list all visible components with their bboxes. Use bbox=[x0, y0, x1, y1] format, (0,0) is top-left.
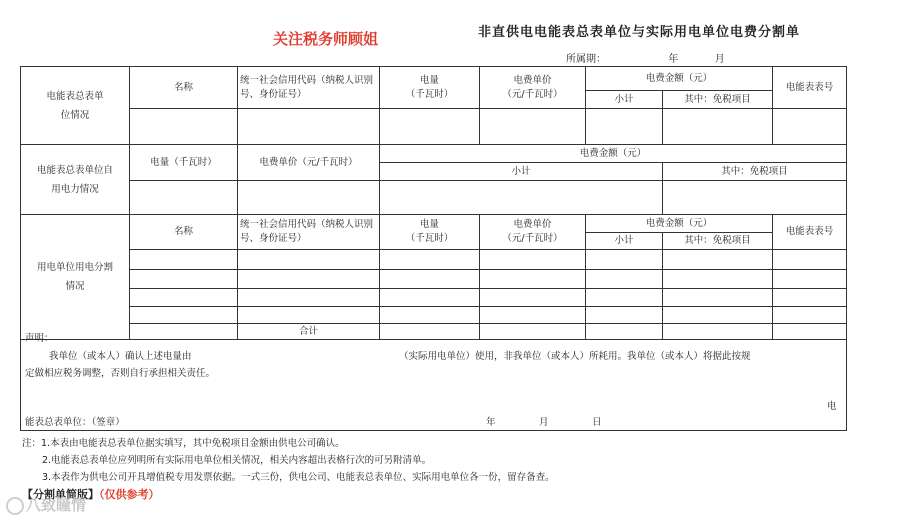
col-price-3: 电费单价 （元/千瓦时） bbox=[480, 215, 586, 250]
table-row bbox=[21, 250, 847, 270]
declaration-line2: 定做相应税务调整，否则自行承担相关责任。 bbox=[25, 368, 216, 379]
sign-day: 日 bbox=[592, 417, 602, 428]
note-1: 注：1.本表由电能表总表单位据实填写，其中免税项目金额由供电公司确认。 bbox=[22, 438, 345, 449]
total-label: 合计 bbox=[238, 324, 380, 340]
self-use-table bbox=[20, 144, 847, 215]
col-subtotal: 小计 bbox=[586, 91, 663, 109]
period-month: 月 bbox=[714, 54, 725, 65]
table-row bbox=[21, 109, 847, 145]
col-credit-code: 统一社会信用代码（纳税人识别号、身份证号） bbox=[238, 67, 380, 109]
sign-year: 年 bbox=[486, 417, 496, 428]
col-price-inline: 电费单价（元/千瓦时） bbox=[238, 145, 380, 181]
period-year: 年 bbox=[668, 54, 679, 65]
note-2: 2.电能表总表单位应列明所有实际用电单位相关情况，相关内容超出表格行次的可另附清单。 bbox=[42, 455, 432, 466]
col-name: 名称 bbox=[130, 67, 238, 109]
col-power-3: 电量 （千瓦时） bbox=[380, 215, 480, 250]
col-name-3: 名称 bbox=[130, 215, 238, 250]
user-split-table bbox=[20, 214, 847, 340]
col-taxfree-3: 其中：免税项目 bbox=[663, 233, 773, 250]
table-row bbox=[21, 270, 847, 289]
col-subtotal-2: 小计 bbox=[380, 163, 663, 181]
sign-month: 月 bbox=[539, 417, 549, 428]
col-taxfree-2: 其中：免税项目 bbox=[663, 163, 847, 181]
col-price: 电费单价 （元/千瓦时） bbox=[480, 67, 586, 109]
table-row bbox=[21, 181, 847, 215]
col-amount-2: 电费金额（元） bbox=[380, 145, 847, 163]
promo-text: 关注税务师顾姐 bbox=[273, 30, 379, 48]
table-row bbox=[21, 307, 847, 324]
col-meter-number-3: 电能表表号 bbox=[773, 215, 847, 250]
section-label-self-use: 电能表总表单位自用电力情况 bbox=[21, 145, 130, 215]
watermark-icon bbox=[6, 497, 24, 515]
declaration-box bbox=[20, 325, 847, 431]
period-line bbox=[566, 50, 725, 65]
document-title: 非直供电电能表总表单位与实际用电单位电费分割单 bbox=[478, 25, 801, 40]
period-label: 所属期： bbox=[566, 54, 606, 65]
split-form-table bbox=[20, 66, 847, 145]
col-amount: 电费金额（元） bbox=[586, 67, 773, 91]
section-label-meter-unit: 电能表总表单位情况 bbox=[21, 67, 130, 145]
col-power: 电量 （千瓦时） bbox=[380, 67, 480, 109]
declaration-line1-part2: （实际用电单位）使用，非我单位（或本人）所耗用。我单位（或本人）将据此按规 bbox=[399, 351, 751, 362]
col-amount-3: 电费金额（元） bbox=[586, 215, 773, 233]
col-taxfree: 其中：免税项目 bbox=[663, 91, 773, 109]
declaration-title: 声明： bbox=[25, 333, 54, 344]
footer-reference: （仅供参考） bbox=[99, 488, 160, 501]
col-power-inline: 电量（千瓦时） bbox=[130, 145, 238, 181]
declaration-edge-char: 电 bbox=[827, 401, 837, 412]
col-subtotal-3: 小计 bbox=[586, 233, 663, 250]
section-label-user-split: 用电单位用电分割情况 bbox=[21, 215, 130, 340]
watermark-text: 八致瞳情 bbox=[26, 496, 87, 514]
footer-title: 【分割单简版】 bbox=[22, 488, 99, 501]
note-3: 3.本表作为供电公司开具增值税专用发票依据。一式三份，供电公司、电能表总表单位、实际用电单位各一份，留存备查。 bbox=[42, 472, 555, 483]
table-row bbox=[21, 289, 847, 307]
col-credit-code-3: 统一社会信用代码（纳税人识别号、身份证号） bbox=[238, 215, 380, 250]
declaration-line1-part1: 我单位（或本人）确认上述电量由 bbox=[49, 351, 192, 362]
signature-label: 能表总表单位：（签章） bbox=[25, 417, 125, 428]
col-meter-number: 电能表表号 bbox=[773, 67, 847, 109]
